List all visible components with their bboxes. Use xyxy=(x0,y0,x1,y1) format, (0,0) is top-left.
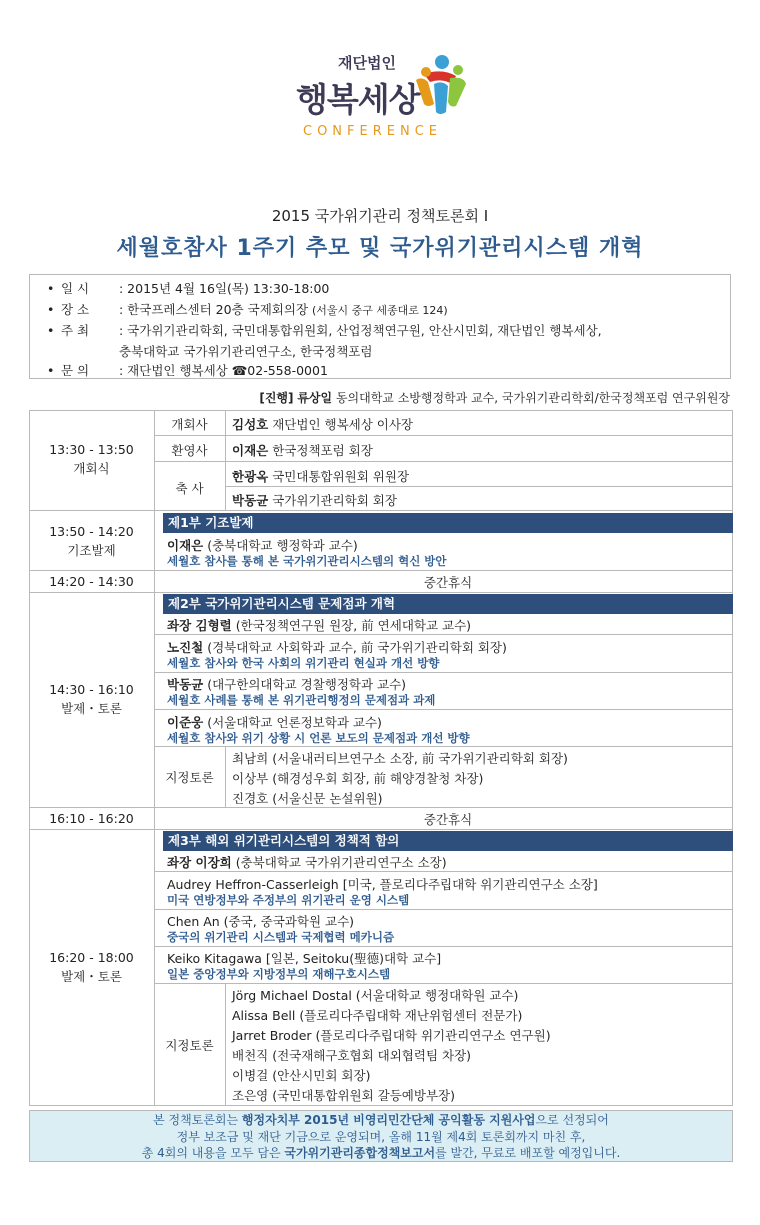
opening-congrats2-desc: 국가위기관리학회 회장 xyxy=(272,493,397,508)
opening-greet-role: 환영사 xyxy=(171,443,208,458)
logo-conference-text: CONFERENCE xyxy=(303,124,442,139)
footer-l1-a: 본 정책토론회는 xyxy=(153,1113,242,1127)
host-line xyxy=(259,389,730,406)
footer-line-3 xyxy=(30,1145,732,1162)
part1-title: 기조발제 xyxy=(67,543,116,558)
footer-notice xyxy=(29,1110,733,1162)
event-title: 세월호참사 1주기 추모 및 국가위기관리시스템 개혁 xyxy=(116,236,644,261)
part2-p2-name: 박동균 xyxy=(167,677,204,692)
part1-header-bar: 제1부 기조발제 xyxy=(163,513,733,533)
opening-congrats2-name: 박동균 xyxy=(232,493,269,508)
part2-time-cell xyxy=(29,680,154,718)
opening-congrats1-name: 한광옥 xyxy=(232,469,269,484)
opening-welcome-desc: 재단법인 행복세상 이사장 xyxy=(272,417,413,432)
part3-discussant-1: Jörg Michael Dostal (서울대학교 행정대학원 교수) xyxy=(232,988,519,1003)
info-date-row: • 일 시 : 2015년 4월 16일(목) 13:30-18:00 xyxy=(47,281,330,296)
part3-chair-name: 좌장 이장희 xyxy=(167,855,232,870)
info-place-value: : 한국프레스센터 20층 국제회의장 xyxy=(119,302,309,317)
break1-label: 중간휴식 xyxy=(423,575,473,590)
part2-discussant-1: 최남희 (서울내러티브연구소 소장, 前 국가위기관리학회 회장) xyxy=(232,751,568,766)
info-place-label: 장 소 xyxy=(61,302,90,317)
opening-title: 개회식 xyxy=(73,461,110,476)
info-date-value: : 2015년 4월 16일(목) 13:30-18:00 xyxy=(119,281,330,296)
logo-brand-text: 행복세상 xyxy=(296,80,420,119)
part2-discussant-2: 이상부 (해경성우회 회장, 前 해양경찰청 차장) xyxy=(232,771,484,786)
part2-p2-desc: (대구한의대학교 경찰행정학과 교수) xyxy=(207,677,407,692)
footer-l3-b: 국가위기관리종합정책보고서 xyxy=(284,1146,436,1160)
footer-l3-c: 를 발간, 무료로 배포할 예정입니다. xyxy=(435,1146,621,1160)
part2-chair-desc: (한국정책연구원 원장, 前 연세대학교 교수) xyxy=(235,618,472,633)
part3-discussant-4: 배천직 (전국재해구호협회 대외협력팀 차장) xyxy=(232,1048,472,1063)
part3-discussant-5: 이병걸 (안산시민회 회장) xyxy=(232,1068,371,1083)
part1-time-cell xyxy=(29,522,154,560)
part3-p3-line: Keiko Kitagawa [일본, Seitoku(聖德)대학 교수] xyxy=(167,951,442,966)
info-contact-label: 문 의 xyxy=(61,363,90,378)
part2-title: 발제・토론 xyxy=(61,701,122,716)
host-name: 류상일 xyxy=(297,391,333,405)
host-label: [진행] xyxy=(259,391,294,405)
break2-label: 중간휴식 xyxy=(423,812,473,827)
logo-foundation-text: 재단법인 xyxy=(338,54,396,72)
opening-time-cell xyxy=(29,440,154,478)
opening-greet-desc: 한국정책포럼 회장 xyxy=(272,443,373,458)
logo xyxy=(0,48,760,148)
part3-discussant-2: Alissa Bell (플로리다주립대학 재난위험센터 전문가) xyxy=(232,1008,523,1023)
opening-time: 13:30 - 13:50 xyxy=(49,442,134,457)
event-subtitle: 2015 국가위기관리 정책토론회 I xyxy=(271,207,489,225)
info-place-note: (서울시 중구 세종대로 124) xyxy=(312,304,448,317)
part3-header-bar: 제3부 해외 위기관리시스템의 정책적 함의 xyxy=(163,831,733,851)
part1-topic: 세월호 참사를 통해 본 국가위기관리시스템의 혁신 방안 xyxy=(167,554,447,568)
opening-welcome-name: 김성호 xyxy=(232,417,269,432)
opening-congrats1-desc: 국민대통합위원회 위원장 xyxy=(272,469,410,484)
part2-p1-desc: (경북대학교 사회학과 교수, 前 국가위기관리학회 회장) xyxy=(207,640,507,655)
part2-p2-line xyxy=(167,675,406,693)
part2-p1-name: 노진철 xyxy=(167,640,204,655)
part1-time: 13:50 - 14:20 xyxy=(49,524,134,539)
break2-time: 16:10 - 16:20 xyxy=(49,811,134,826)
part3-title: 발제・토론 xyxy=(61,969,122,984)
info-place-row: • 장 소 : 한국프레스센터 20층 국제회의장 (서울시 중구 세종대로 124) xyxy=(47,302,448,317)
part2-p2-topic: 세월호 사례를 통해 본 위기관리행정의 문제점과 과제 xyxy=(167,693,436,707)
part3-time-cell xyxy=(29,948,154,986)
part2-p1-line xyxy=(167,638,507,656)
part2-p3-desc: (서울대학교 언론정보학과 교수) xyxy=(207,715,382,730)
footer-l1-b: 행정자치부 2015년 비영리민간단체 공익활동 지원사업 xyxy=(241,1113,536,1127)
part2-p1-topic: 세월호 참사와 한국 사회의 위기관리 현실과 개선 방향 xyxy=(167,656,440,670)
part2-header-bar: 제2부 국가위기관리시스템 문제점과 개혁 xyxy=(163,594,733,614)
opening-greet-line xyxy=(232,441,373,459)
part2-discussant-3: 진경호 (서울신문 논설위원) xyxy=(232,791,383,806)
opening-congrats-role: 축 사 xyxy=(175,481,204,496)
part3-discussant-3: Jarret Broder (플로리다주립대학 위기관리연구소 연구원) xyxy=(232,1028,551,1043)
info-organizer-value-1: : 국가위기관리학회, 국민대통합위원회, 산업정책연구원, 안산시민회, 재단법인 행복세상, xyxy=(119,323,602,338)
program-table xyxy=(29,410,733,1106)
part3-p1-topic: 미국 연방정부와 주정부의 위기관리 운영 시스템 xyxy=(167,893,410,907)
opening-congrats1-line xyxy=(232,467,409,485)
info-date-label: 일 시 xyxy=(61,281,90,296)
part3-p2-topic: 중국의 위기관리 시스템과 국제협력 메카니즘 xyxy=(167,930,395,944)
part2-time: 14:30 - 16:10 xyxy=(49,682,134,697)
info-organizer-row: • 주 최 : 국가위기관리학회, 국민대통합위원회, 산업정책연구원, 안산시민회, 재단법인 행복세상, xyxy=(47,323,602,338)
part3-chair-desc: (충북대학교 국가위기관리연구소 소장) xyxy=(235,855,447,870)
part3-discussant-6: 조은영 (국민대통합위원회 갈등예방부장) xyxy=(232,1088,455,1103)
part3-p1-line: Audrey Heffron-Casserleigh [미국, 플로리다주립대학 위기관리연구소 소장] xyxy=(167,877,598,892)
info-contact-row: • 문 의 : 재단법인 행복세상 ☎02-558-0001 xyxy=(47,363,328,378)
part2-p3-topic: 세월호 참사와 위기 상황 시 언론 보도의 문제점과 개선 방향 xyxy=(167,731,470,745)
part2-chair-line xyxy=(167,616,471,634)
part2-discussant-role: 지정토론 xyxy=(165,770,214,785)
opening-greet-name: 이재은 xyxy=(232,443,269,458)
part2-p3-line xyxy=(167,713,382,731)
part3-time: 16:20 - 18:00 xyxy=(49,950,134,965)
part3-chair-line xyxy=(167,853,447,871)
event-info-box xyxy=(29,274,731,379)
part3-p3-topic: 일본 중앙정부와 지방정부의 재해구호시스템 xyxy=(167,967,391,981)
people-logo-icon xyxy=(412,54,468,116)
part1-speaker-desc: (충북대학교 행정학과 교수) xyxy=(207,538,358,553)
opening-welcome-role: 개회사 xyxy=(171,417,208,432)
footer-l3-a: 총 4회의 내용을 모두 담은 xyxy=(141,1146,285,1160)
info-organizer-value-2: 충북대학교 국가위기관리연구소, 한국정책포럼 xyxy=(119,344,373,359)
info-organizer-label: 주 최 xyxy=(61,323,90,338)
footer-line-2: 정부 보조금 및 재단 기금으로 운영되며, 올해 11월 제4회 토론회까지 마친 후, xyxy=(176,1129,586,1144)
part2-p3-name: 이준웅 xyxy=(167,715,204,730)
part3-p2-line: Chen An (중국, 중국과학원 교수) xyxy=(167,914,355,929)
opening-congrats2-line xyxy=(232,491,397,509)
host-desc: 동의대학교 소방행정학과 교수, 국가위기관리학회/한국정책포럼 연구위원장 xyxy=(335,391,730,405)
footer-l1-c: 으로 선정되어 xyxy=(535,1113,609,1127)
footer-line-1 xyxy=(30,1112,732,1129)
break1-time: 14:20 - 14:30 xyxy=(49,574,134,589)
info-contact-value: : 재단법인 행복세상 ☎02-558-0001 xyxy=(119,363,328,378)
part3-discussant-role: 지정토론 xyxy=(165,1038,214,1053)
part2-chair-name: 좌장 김형렬 xyxy=(167,618,232,633)
opening-welcome-line xyxy=(232,415,413,433)
part1-speaker-line xyxy=(167,536,358,554)
part1-speaker-name: 이재은 xyxy=(167,538,204,553)
